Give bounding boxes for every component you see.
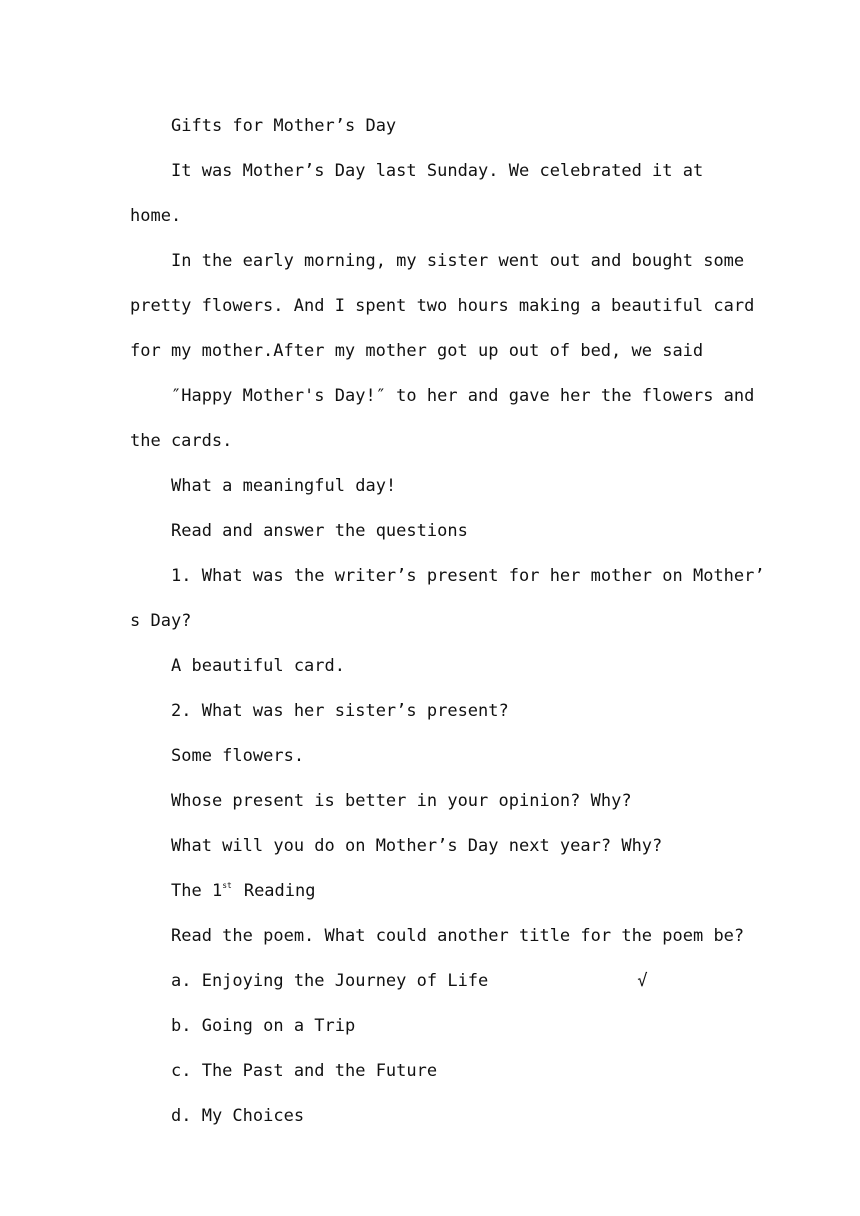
option-d: d. My Choices xyxy=(171,1106,305,1126)
document-body xyxy=(130,104,765,1139)
paragraph-greeting-line-1: ″Happy Mother's Day!″ to her and gave her the flowers and xyxy=(171,386,755,406)
reading-heading-prefix: The 1 xyxy=(171,881,223,901)
paragraph-meaningful-day: What a meaningful day! xyxy=(171,476,397,496)
option-c: c. The Past and the Future xyxy=(171,1061,438,1081)
question-4: What will you do on Mother’s Day next year? Why? xyxy=(171,836,663,856)
question-1-line-1: 1. What was the writer’s present for her mother on Mother’ xyxy=(171,566,765,586)
paragraph-morning-line-3: for my mother.After my mother got up out of bed, we said xyxy=(130,341,704,361)
reading-heading xyxy=(130,869,732,914)
question-1-line-2: s Day? xyxy=(130,611,192,631)
question-3: Whose present is better in your opinion? Why? xyxy=(171,791,632,811)
answer-1: A beautiful card. xyxy=(171,656,345,676)
paragraph-morning-line-2: pretty flowers. And I spent two hours making a beautiful card xyxy=(130,296,755,316)
option-b: b. Going on a Trip xyxy=(171,1016,356,1036)
question-2: 2. What was her sister’s present? xyxy=(171,701,509,721)
option-a-text: a. Enjoying the Journey of Life xyxy=(171,971,489,991)
paragraph-greeting-line-2: the cards. xyxy=(130,431,233,451)
reading-heading-suffix: Reading xyxy=(243,881,316,901)
paragraph-morning-line-1: In the early morning, my sister went out and bought some xyxy=(171,251,745,271)
poem-question: Read the poem. What could another title for the poem be? xyxy=(171,926,745,946)
paragraph-mothers-day: It was Mother’s Day last Sunday. We celebrated it at home. xyxy=(130,161,704,226)
document-title: Gifts for Mother’s Day xyxy=(171,116,397,136)
check-mark-icon: √ xyxy=(637,971,648,991)
questions-heading: Read and answer the questions xyxy=(171,521,468,541)
reading-heading-superscript: st xyxy=(222,881,232,890)
answer-2: Some flowers. xyxy=(171,746,305,766)
option-a xyxy=(130,959,732,1004)
